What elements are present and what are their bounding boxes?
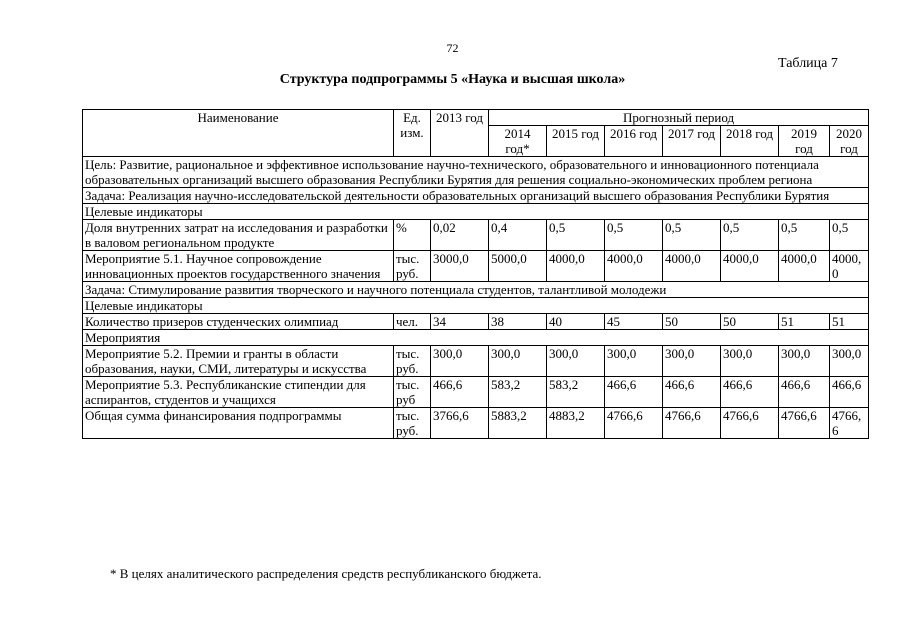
- table-row: [83, 314, 869, 330]
- value-cell: 4000,0: [721, 251, 779, 282]
- row-name: Доля внутренних затрат на исследования и разработки в валовом региональном продукте: [83, 220, 394, 251]
- value-cell: 0,5: [547, 220, 605, 251]
- value-cell: 0,5: [663, 220, 721, 251]
- page-number: 72: [446, 41, 459, 55]
- value-cell: 4766,6: [605, 408, 663, 439]
- value-cell: 3766,6: [431, 408, 489, 439]
- row-unit: %: [394, 220, 431, 251]
- task-row: [83, 282, 869, 298]
- row-name: Мероприятие 5.1. Научное сопровождение инновационных проектов государственного значения: [83, 251, 394, 282]
- section-row: [83, 298, 869, 314]
- value-cell: 466,6: [779, 377, 830, 408]
- value-cell: 5883,2: [489, 408, 547, 439]
- value-cell: 0,5: [779, 220, 830, 251]
- value-cell: 3000,0: [431, 251, 489, 282]
- value-cell: 466,6: [721, 377, 779, 408]
- measures-header: Мероприятия: [83, 330, 869, 346]
- value-cell: 300,0: [489, 346, 547, 377]
- value-cell: 51: [830, 314, 869, 330]
- value-cell: 300,0: [605, 346, 663, 377]
- task-row: [83, 188, 869, 204]
- value-cell: 300,0: [721, 346, 779, 377]
- column-header-name: Наименование: [83, 110, 394, 157]
- column-header-year: 2017 год: [663, 126, 721, 157]
- value-cell: 0,4: [489, 220, 547, 251]
- task-2-text: Задача: Стимулирование развития творческого и научного потенциала студентов, талантливой молодежи: [83, 282, 869, 298]
- value-cell: 583,2: [489, 377, 547, 408]
- value-cell: 300,0: [431, 346, 489, 377]
- table-label: Таблица 7: [778, 56, 838, 71]
- total-row: [83, 408, 869, 439]
- value-cell: 4766,6: [721, 408, 779, 439]
- value-cell: 0,5: [605, 220, 663, 251]
- column-header-year: 2014 год*: [489, 126, 547, 157]
- document-title: Структура подпрограммы 5 «Наука и высшая школа»: [279, 72, 626, 87]
- value-cell: 50: [663, 314, 721, 330]
- goal-row: [83, 157, 869, 188]
- value-cell: 4000,0: [779, 251, 830, 282]
- row-name: Мероприятие 5.3. Республиканские стипендии для аспирантов, студентов и учащихся: [83, 377, 394, 408]
- indicators-header: Целевые индикаторы: [83, 298, 869, 314]
- value-cell: 583,2: [547, 377, 605, 408]
- column-header-unit: Ед. изм.: [394, 110, 431, 157]
- table-row: [83, 251, 869, 282]
- row-unit: тыс. руб.: [394, 408, 431, 439]
- row-name: Мероприятие 5.2. Премии и гранты в области образования, науки, СМИ, литературы и искусства: [83, 346, 394, 377]
- value-cell: 300,0: [547, 346, 605, 377]
- value-cell: 300,0: [779, 346, 830, 377]
- value-cell: 0,5: [721, 220, 779, 251]
- column-header-year: 2015 год: [547, 126, 605, 157]
- value-cell: 45: [605, 314, 663, 330]
- value-cell: 5000,0: [489, 251, 547, 282]
- row-unit: чел.: [394, 314, 431, 330]
- column-header-forecast: Прогнозный период: [489, 110, 869, 126]
- row-unit: тыс. руб.: [394, 251, 431, 282]
- value-cell: 34: [431, 314, 489, 330]
- row-name: Количество призеров студенческих олимпиад: [83, 314, 394, 330]
- value-cell: 466,6: [605, 377, 663, 408]
- value-cell: 4766,6: [663, 408, 721, 439]
- table-row: [83, 346, 869, 377]
- value-cell: 300,0: [830, 346, 869, 377]
- row-unit: тыс. руб.: [394, 346, 431, 377]
- subprogram-structure-table: [82, 109, 869, 439]
- row-name: Общая сумма финансирования подпрограммы: [83, 408, 394, 439]
- column-header-2013: 2013 год: [431, 110, 489, 157]
- column-header-year: 2016 год: [605, 126, 663, 157]
- header-row-1: [83, 110, 869, 126]
- value-cell: 4000,0: [830, 251, 869, 282]
- column-header-year: 2019 год: [779, 126, 830, 157]
- value-cell: 0,02: [431, 220, 489, 251]
- value-cell: 40: [547, 314, 605, 330]
- value-cell: 50: [721, 314, 779, 330]
- value-cell: 466,6: [663, 377, 721, 408]
- section-row: [83, 204, 869, 220]
- value-cell: 466,6: [830, 377, 869, 408]
- value-cell: 4766,6: [830, 408, 869, 439]
- indicators-header: Целевые индикаторы: [83, 204, 869, 220]
- value-cell: 4000,0: [547, 251, 605, 282]
- value-cell: 4000,0: [605, 251, 663, 282]
- column-header-year: 2018 год: [721, 126, 779, 157]
- value-cell: 51: [779, 314, 830, 330]
- value-cell: 466,6: [431, 377, 489, 408]
- section-row: [83, 330, 869, 346]
- value-cell: 300,0: [663, 346, 721, 377]
- footnote: * В целях аналитического распределения средств республиканского бюджета.: [110, 566, 542, 581]
- value-cell: 4000,0: [663, 251, 721, 282]
- value-cell: 38: [489, 314, 547, 330]
- table-row: [83, 377, 869, 408]
- column-header-year: 2020 год: [830, 126, 869, 157]
- row-unit: тыс. руб: [394, 377, 431, 408]
- value-cell: 0,5: [830, 220, 869, 251]
- table-row: [83, 220, 869, 251]
- task-1-text: Задача: Реализация научно-исследовательской деятельности образовательных организаций высшего образования Республики Бурятия: [83, 188, 869, 204]
- goal-text: Цель: Развитие, рациональное и эффективное использование научно-технического, образовательного и инновационного потенциала образовательных организаций высшего образования Республики Бурятия для решения социально-экономических проблем региона: [83, 157, 869, 188]
- value-cell: 4766,6: [779, 408, 830, 439]
- value-cell: 4883,2: [547, 408, 605, 439]
